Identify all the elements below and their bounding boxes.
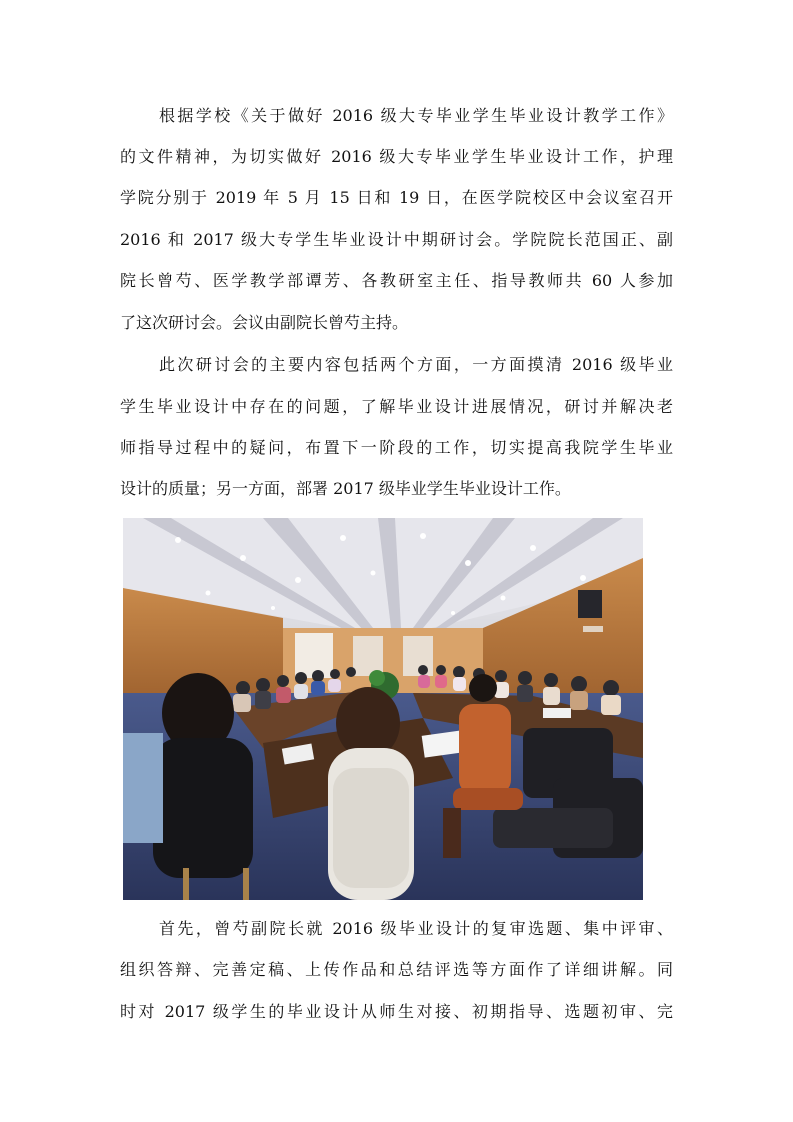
paragraph-1-line-2: 的文件精神，为切实做好 2016 级大专毕业学生毕业设计工作，护理 — [120, 147, 673, 166]
paragraph-3-line-1: 首先，曾芍副院长就 2016 级毕业设计的复审选题、集中评审、 — [159, 919, 673, 938]
paragraph-1-line-6: 了这次研讨会。会议由副院长曾芍主持。 — [120, 313, 409, 332]
paragraph-1-line-3: 学院分别于 2019 年 5 月 15 日和 19 日，在医学院校区中会议室召开 — [120, 188, 673, 207]
paragraph-3-line-3: 时对 2017 级学生的毕业设计从师生对接、初期指导、选题初审、完 — [120, 1002, 673, 1021]
meeting-photo-illustration — [123, 518, 643, 900]
paragraph-3-line-2: 组织答辩、完善定稿、上传作品和总结评选等方面作了详细讲解。同 — [120, 960, 673, 979]
paragraph-2-line-4: 设计的质量；另一方面，部署 2017 级毕业学生毕业设计工作。 — [120, 479, 571, 498]
paragraph-2-line-1: 此次研讨会的主要内容包括两个方面，一方面摸清 2016 级毕业 — [159, 355, 673, 374]
meeting-photo — [123, 518, 643, 900]
paragraph-2-line-2: 学生毕业设计中存在的问题，了解毕业设计进展情况，研讨并解决老 — [120, 397, 673, 416]
paragraph-2-line-3: 师指导过程中的疑问，布置下一阶段的工作，切实提高我院学生毕业 — [120, 438, 673, 457]
paragraph-1-line-1: 根据学校《关于做好 2016 级大专毕业学生毕业设计教学工作》 — [159, 106, 673, 125]
paragraph-1-line-4: 2016 和 2017 级大专学生毕业设计中期研讨会。学院院长范国正、副 — [120, 230, 673, 249]
paragraph-1-line-5: 院长曾芍、医学教学部谭芳、各教研室主任、指导教师共 60 人参加 — [120, 271, 673, 290]
